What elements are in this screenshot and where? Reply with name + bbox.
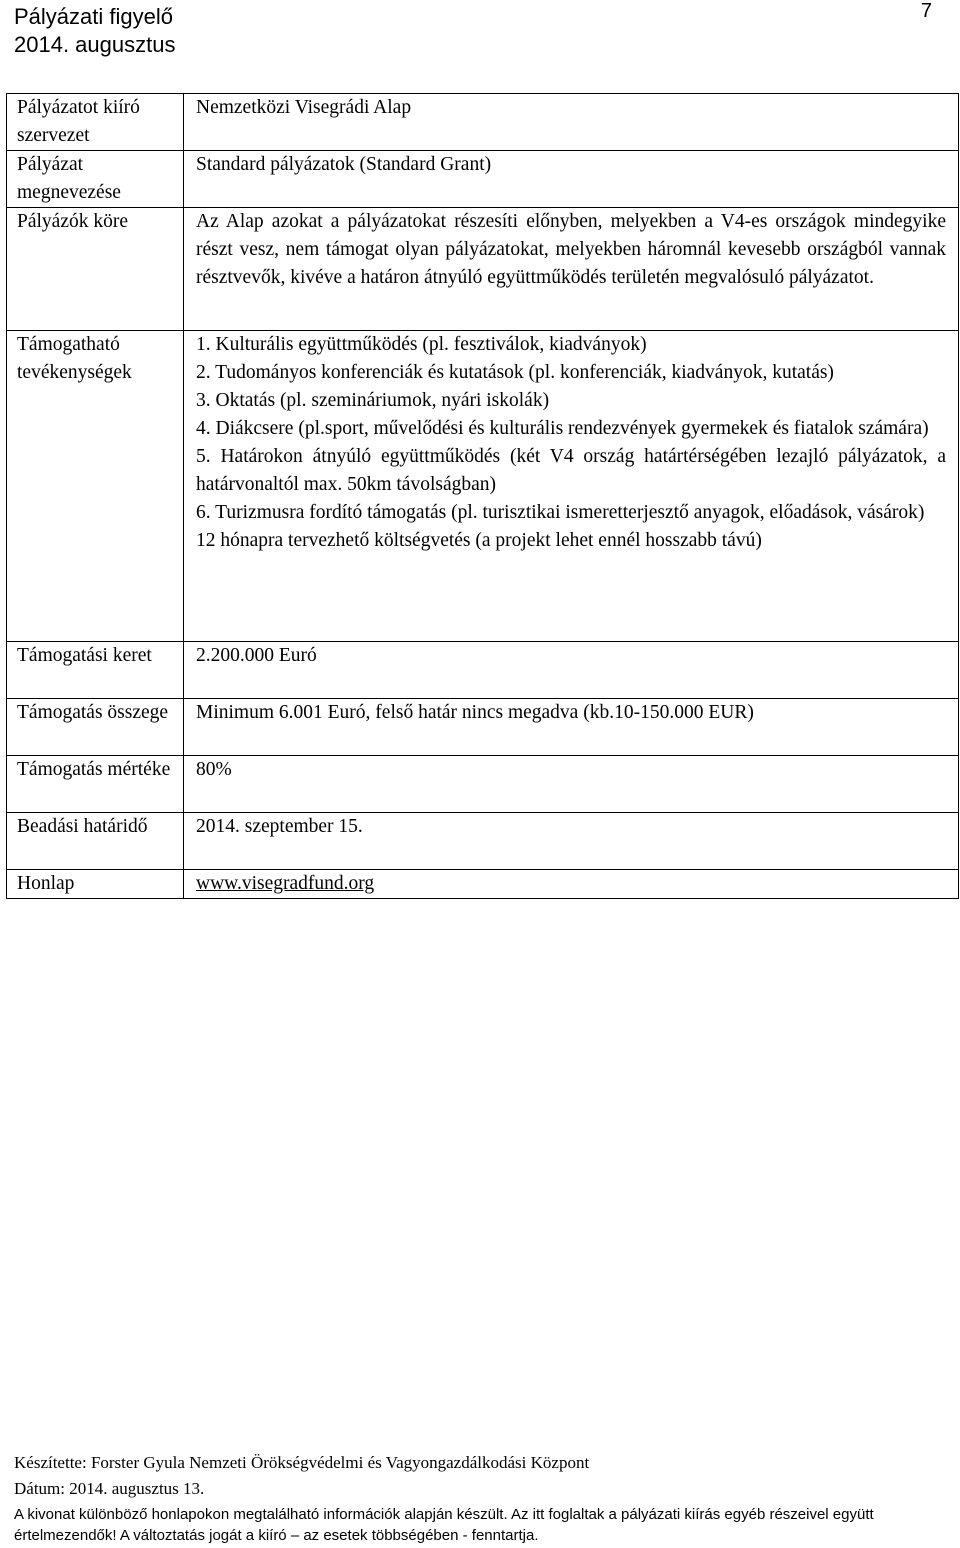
table-row-activities xyxy=(7,331,959,642)
activities-list xyxy=(184,331,959,642)
table-row-website xyxy=(7,870,959,899)
applicants-value: Az Alap azokat a pályázatokat részesíti előnyben, melyekben a V4-es országok mindegyike részt vesz, nem támogat olyan pályázatokat, melyekben háromnál kevesebb országból vannak résztvevők, kivéve a határon átnyúló együttműködés területén megvalósuló pályázatot. xyxy=(184,208,959,331)
website-cell xyxy=(184,870,959,899)
activity-item: 6. Turizmusra fordító támogatás (pl. turisztikai ismeretterjesztő anyagok, előadások, vásárok) xyxy=(196,502,925,523)
table-row-grant-name xyxy=(7,151,959,208)
page-header xyxy=(14,0,944,64)
page-footer xyxy=(14,1450,944,1546)
activity-item: 4. Diákcsere (pl.sport, művelődési és kulturális rendezvények gyermekek és fiatalok számára) xyxy=(196,418,929,439)
grant-info-table xyxy=(6,93,959,899)
table-row-organizer xyxy=(7,94,959,151)
header-title: Pályázati figyelő xyxy=(14,4,173,29)
table-row-amount xyxy=(7,699,959,756)
activity-item: 5. Határokon átnyúló együttműködés (két V4 ország határtérségében lezajló pályázatok, a határvonaltól max. 50km távolságban) xyxy=(196,446,946,495)
activities-label: Támogatható tevékenységek xyxy=(7,331,184,642)
rate-value: 80% xyxy=(184,756,959,813)
deadline-value: 2014. szeptember 15. xyxy=(184,813,959,870)
table-row-deadline xyxy=(7,813,959,870)
applicants-label: Pályázók köre xyxy=(7,208,184,331)
header-date: 2014. augusztus xyxy=(14,32,176,57)
footer-note: A kivonat különböző honlapokon megtalálható információk alapján készült. Az itt foglaltak a pályázati kiírás egyéb részeivel együtt értelmezendők! A változtatás jogát a kiíró – az esetek többségében - fenntartja. xyxy=(14,1506,874,1544)
grant-name-value: Standard pályázatok (Standard Grant) xyxy=(184,151,959,208)
page-number: 7 xyxy=(920,0,932,22)
rate-label: Támogatás mértéke xyxy=(7,756,184,813)
frame-value: 2.200.000 Euró xyxy=(184,642,959,699)
frame-label: Támogatási keret xyxy=(7,642,184,699)
amount-value: Minimum 6.001 Euró, felső határ nincs megadva (kb.10-150.000 EUR) xyxy=(184,699,959,756)
grant-name-label: Pályázat megnevezése xyxy=(7,151,184,208)
table-row-applicants xyxy=(7,208,959,331)
deadline-label: Beadási határidő xyxy=(7,813,184,870)
website-link[interactable]: www.visegradfund.org xyxy=(196,873,375,894)
website-label: Honlap xyxy=(7,870,184,899)
footer-author: Készítette: Forster Gyula Nemzeti Örökségvédelmi és Vagyongazdálkodási Központ xyxy=(14,1453,590,1472)
activity-item: 3. Oktatás (pl. szemináriumok, nyári iskolák) xyxy=(196,390,550,411)
table-row-rate xyxy=(7,756,959,813)
organizer-label: Pályázatot kiíró szervezet xyxy=(7,94,184,151)
footer-date: Dátum: 2014. augusztus 13. xyxy=(14,1479,205,1498)
table-row-frame xyxy=(7,642,959,699)
amount-label: Támogatás összege xyxy=(7,699,184,756)
activity-item: 12 hónapra tervezhető költségvetés (a projekt lehet ennél hosszabb távú) xyxy=(196,530,762,551)
organizer-value: Nemzetközi Visegrádi Alap xyxy=(184,94,959,151)
activity-item: 1. Kulturális együttműködés (pl. fesztiválok, kiadványok) xyxy=(196,334,647,355)
activity-item: 2. Tudományos konferenciák és kutatások (pl. konferenciák, kiadványok, kutatás) xyxy=(196,362,834,383)
